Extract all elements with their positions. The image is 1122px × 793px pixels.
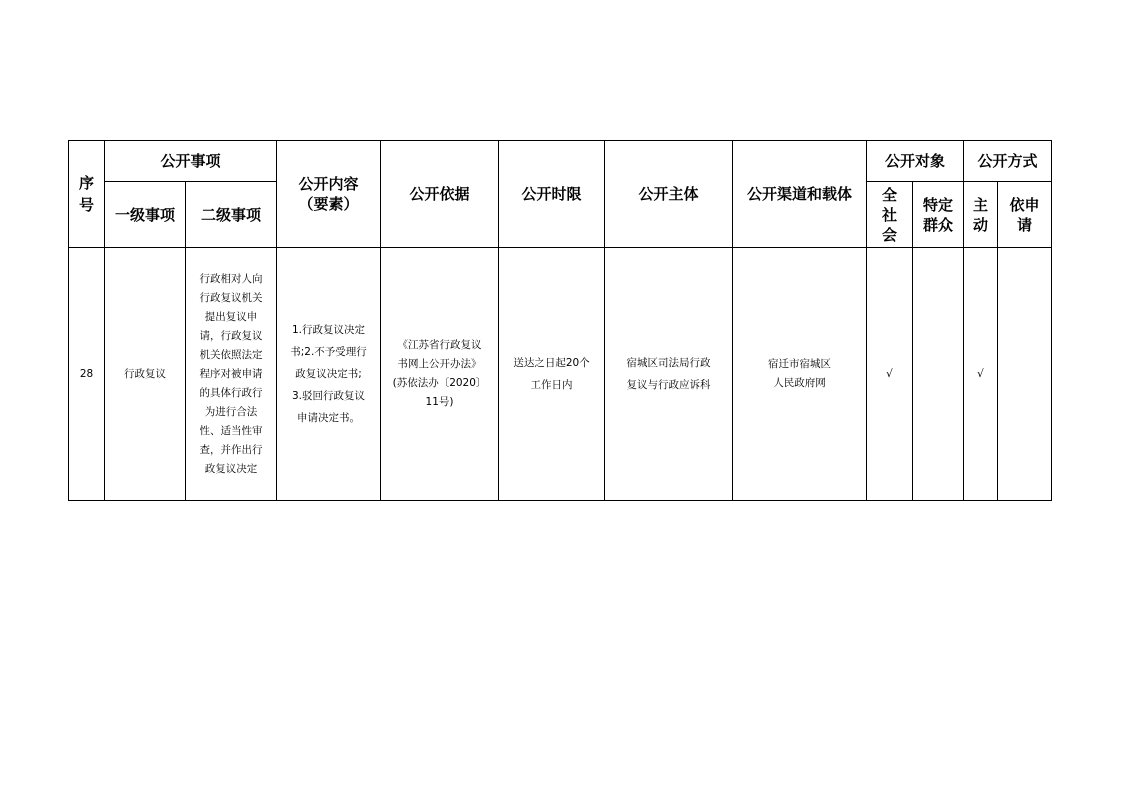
header-level2: 二级事项: [186, 182, 277, 248]
row-time-limit: 送达之日起20个 工作日内: [499, 248, 605, 501]
row-level2: 行政相对人向 行政复议机关 提出复议申 请，行政复议 机关依照法定 程序对被申请 的具体行政行 为进行合法 性、适当性审 查，并作出行 政复议决定: [186, 248, 277, 501]
header-content: 公开内容 （要素）: [277, 141, 381, 248]
row-specific-group: [913, 248, 964, 501]
disclosure-table: [68, 140, 1052, 501]
row-level1: 行政复议: [105, 248, 186, 501]
header-channel: 公开渠道和载体: [733, 141, 867, 248]
row-seq: 28: [69, 248, 105, 501]
header-level1: 一级事项: [105, 182, 186, 248]
header-subject: 公开主体: [605, 141, 733, 248]
row-active-check: √: [964, 248, 998, 501]
header-active: 主 动: [964, 182, 998, 248]
header-specific-group: 特定 群众: [913, 182, 964, 248]
header-whole-society: 全 社 会: [867, 182, 913, 248]
row-on-request: [998, 248, 1052, 501]
row-channel: 宿迁市宿城区 人民政府网: [733, 248, 867, 501]
table-row: [69, 248, 1052, 501]
header-method: 公开方式: [964, 141, 1052, 182]
row-content: 1.行政复议决定 书;2.不予受理行 政复议决定书; 3.驳回行政复议 申请决定书。: [277, 248, 381, 501]
row-basis: 《江苏省行政复议 书网上公开办法》 (苏依法办〔2020〕 11号): [381, 248, 499, 501]
row-subject: 宿城区司法局行政 复议与行政应诉科: [605, 248, 733, 501]
header-basis: 公开依据: [381, 141, 499, 248]
header-public-matters: 公开事项: [105, 141, 277, 182]
row-whole-society-check: √: [867, 248, 913, 501]
header-target: 公开对象: [867, 141, 964, 182]
header-time-limit: 公开时限: [499, 141, 605, 248]
header-seq: 序 号: [69, 141, 105, 248]
header-on-request: 依申 请: [998, 182, 1052, 248]
